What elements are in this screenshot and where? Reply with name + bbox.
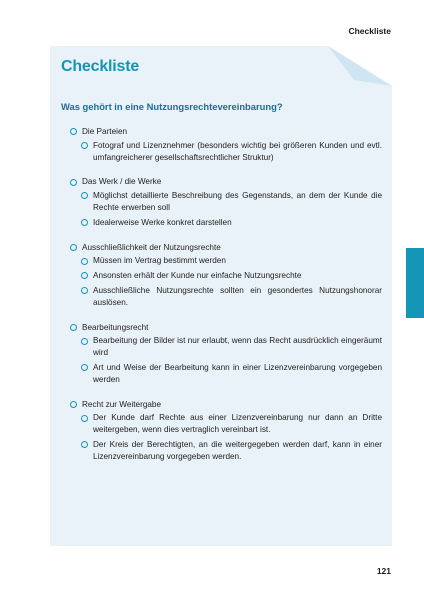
list-item-text: Art und Weise der Bearbeitung kann in einer Lizenzvereinbarung vorgegeben werden <box>93 362 382 384</box>
section-items <box>81 255 382 308</box>
checklist-section <box>70 399 382 463</box>
page-curl-corner <box>328 46 392 86</box>
section-label: Recht zur Weitergabe <box>82 399 162 409</box>
list-item-text: Idealerweise Werke konkret darstellen <box>93 217 232 227</box>
list-item-text: Bearbeitung der Bilder ist nur erlaubt, wenn das Recht ausdrücklich eingeräumt wird <box>93 336 382 358</box>
checklist-section <box>70 126 382 163</box>
list-item-text: Müssen im Vertrag bestimmt werden <box>93 256 226 266</box>
checklist-section <box>70 176 382 228</box>
list-item <box>81 255 382 267</box>
circle-bullet-icon <box>70 128 77 135</box>
list-item <box>81 412 382 436</box>
list-item-text: Möglichst detaillierte Beschreibung des Gegenstands, an dem der Kunde die Rechte erwerben soll <box>93 191 382 212</box>
circle-bullet-icon <box>70 401 77 408</box>
side-tab-marker <box>406 248 424 318</box>
circle-bullet-icon <box>81 258 88 265</box>
checklist-content <box>70 126 382 476</box>
circle-bullet-icon <box>81 364 88 371</box>
list-item-text: Fotograf und Lizenznehmer (besonders wichtig bei größeren Kunden und evtl. umfangreicherer gesellschaftsrechtlicher Struktur) <box>93 140 382 162</box>
circle-bullet-icon <box>81 338 88 345</box>
section-heading <box>70 126 382 138</box>
checklist-subtitle: Was gehört in eine Nutzungsrechtevereinbarung? <box>61 101 283 112</box>
circle-bullet-icon <box>70 244 77 251</box>
list-item-text: Ansonsten erhält der Kunde nur einfache Nutzungsrechte <box>93 271 302 281</box>
list-item <box>81 285 382 309</box>
list-item <box>81 140 382 164</box>
checklist-title: Checkliste <box>61 58 140 75</box>
section-heading <box>70 322 382 334</box>
section-heading <box>70 176 382 188</box>
list-item <box>81 190 382 214</box>
circle-bullet-icon <box>81 142 88 149</box>
circle-bullet-icon <box>70 324 77 331</box>
circle-bullet-icon <box>81 272 88 279</box>
list-item <box>81 270 382 282</box>
section-items <box>81 335 382 385</box>
list-item <box>81 335 382 359</box>
circle-bullet-icon <box>81 219 88 226</box>
running-header: Checkliste <box>348 26 391 36</box>
section-label: Die Parteien <box>82 127 128 136</box>
section-label: Ausschließlichkeit der Nutzungsrechte <box>82 242 221 252</box>
section-heading <box>70 242 382 254</box>
list-item <box>81 362 382 386</box>
list-item-text: Der Kunde darf Rechte aus einer Lizenzvereinbarung nur dann an Dritte weitergeben, wenn dies vertraglich vereinbart ist. <box>93 413 382 435</box>
circle-bullet-icon <box>81 441 88 448</box>
checklist-section <box>70 322 382 386</box>
circle-bullet-icon <box>70 179 77 186</box>
list-item <box>81 217 382 229</box>
section-items <box>81 140 382 164</box>
list-item-text: Der Kreis der Berechtigten, an die weitergegeben werden darf, kann in einer Lizenzvereinbarung vorgegeben werden. <box>93 439 382 461</box>
checklist-section <box>70 242 382 309</box>
section-items <box>81 190 382 228</box>
list-item-text: Ausschließliche Nutzungsrechte sollten ein gesondertes Nutzungshonorar auslösen. <box>93 285 382 307</box>
circle-bullet-icon <box>81 192 88 199</box>
list-item <box>81 439 382 463</box>
checklist-box <box>50 46 392 546</box>
section-label: Das Werk / die Werke <box>82 177 162 187</box>
section-label: Bearbeitungsrecht <box>82 322 149 332</box>
section-items <box>81 412 382 462</box>
section-heading <box>70 399 382 411</box>
page-number: 121 <box>376 566 391 576</box>
circle-bullet-icon <box>81 415 88 422</box>
circle-bullet-icon <box>81 287 88 294</box>
